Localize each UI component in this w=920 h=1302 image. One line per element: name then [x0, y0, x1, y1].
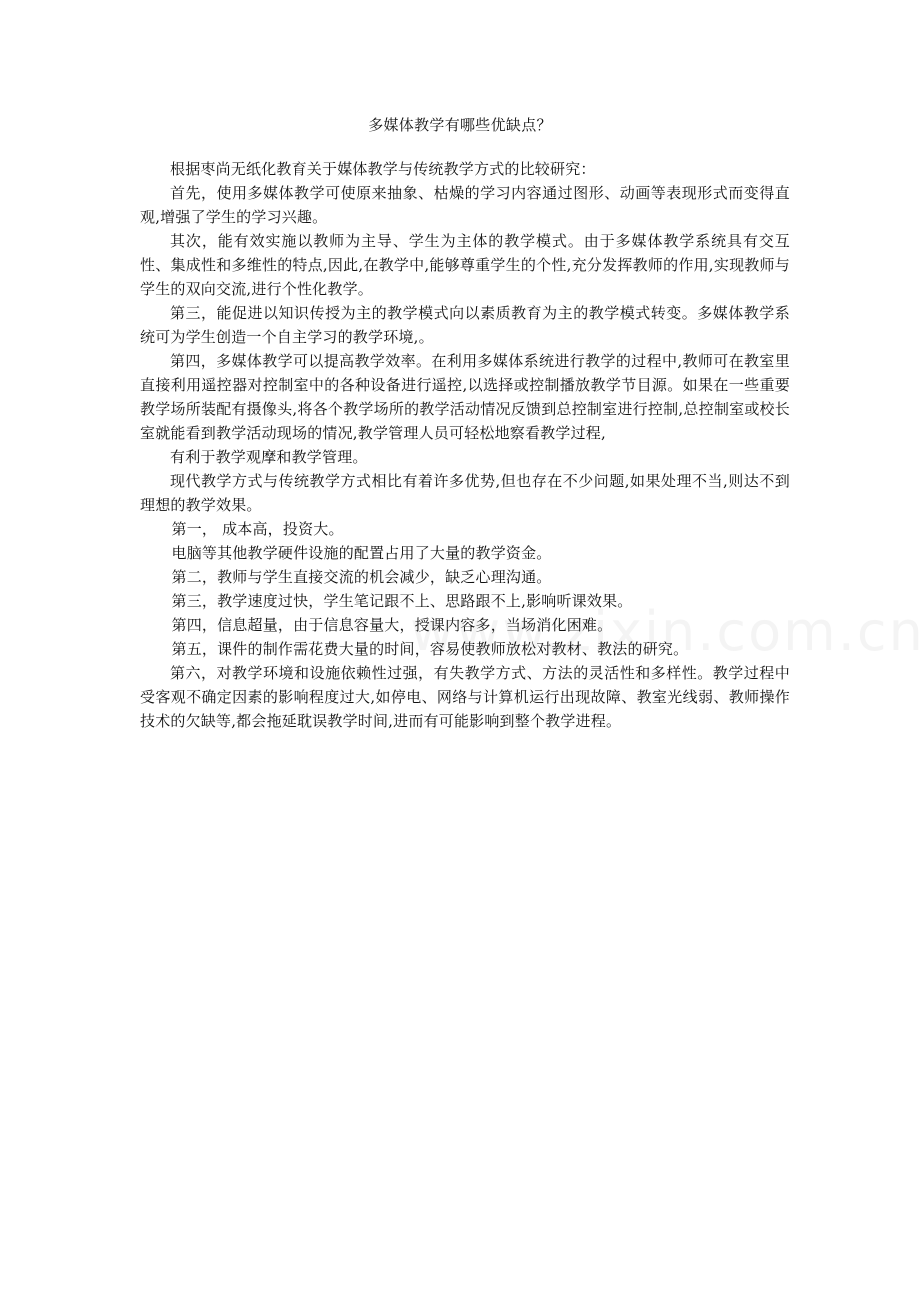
- paragraph-disadvantage-3: 第三，教学速度过快，学生笔记跟不上、思路跟不上,影响听课效果。: [171, 592, 633, 610]
- paragraph-transition: 现代教学方式与传统教学方式相比有着许多优势,但也存在不少问题,如果处理不当,则达不到理想的教学效果。: [140, 472, 790, 514]
- paragraph-disadvantage-5: 第五，课件的制作需花费大量的时间，容易使教师放松对教材、教法的研究。: [171, 640, 689, 658]
- paragraph-intro: 根据枣尚无纸化教育关于媒体教学与传统教学方式的比较研究：: [170, 160, 596, 178]
- paragraph-advantage-4: 第四，多媒体教学可以提高教学效率。在利用多媒体系统进行教学的过程中,教师可在教室里直接利用遥控器对控制室中的各种设备进行遥控,以选择或控制播放教学节目源。如果在一些重要教学场所装配有摄像头,将各个教学场所的教学活动情况反馈到总控制室进行控制,总控制室或校长室就能看到教学活动现场的情况,教学管理人员可轻松地察看教学过程,: [140, 352, 790, 442]
- paragraph-disadvantage-1: 第一， 成本高，投资大。: [171, 520, 344, 538]
- document-title: 多媒体教学有哪些优缺点？: [368, 116, 552, 134]
- document-body: [140, 157, 790, 733]
- paragraph-disadvantage-4: 第四，信息超量，由于信息容量大，授课内容多，当场消化困难。: [171, 616, 613, 634]
- paragraph-advantage-1: 首先，使用多媒体教学可使原来抽象、枯燥的学习内容通过图形、动画等表现形式而变得直观,增强了学生的学习兴趣。: [140, 184, 790, 226]
- paragraph-advantage-2: 其次，能有效实施以教师为主导、学生为主体的教学模式。由于多媒体教学系统具有交互性、集成性和多维性的特点,因此,在教学中,能够尊重学生的个性,充分发挥教师的作用,实现教师与学生的双向交流,进行个性化教学。: [140, 232, 790, 298]
- paragraph-disadvantage-6: 第六，对教学环境和设施依赖性过强，有失教学方式、方法的灵活性和多样性。教学过程中受客观不确定因素的影响程度过大,如停电、网络与计算机运行出现故障、教室光线弱、教师操作技术的欠缺等,都会拖延耽误教学时间,进而有可能影响到整个教学进程。: [140, 664, 790, 730]
- paragraph-advantage-4-cont: 有利于教学观摩和教学管理。: [170, 448, 368, 466]
- paragraph-advantage-3: 第三，能促进以知识传授为主的教学模式向以素质教育为主的教学模式转变。多媒体教学系统可为学生创造一个自主学习的教学环境,。: [140, 304, 790, 346]
- paragraph-disadvantage-2: 第二，教师与学生直接交流的机会减少，缺乏心理沟通。: [171, 568, 552, 586]
- paragraph-disadvantage-1-detail: 电脑等其他教学硬件设施的配置占用了大量的教学资金。: [171, 544, 552, 562]
